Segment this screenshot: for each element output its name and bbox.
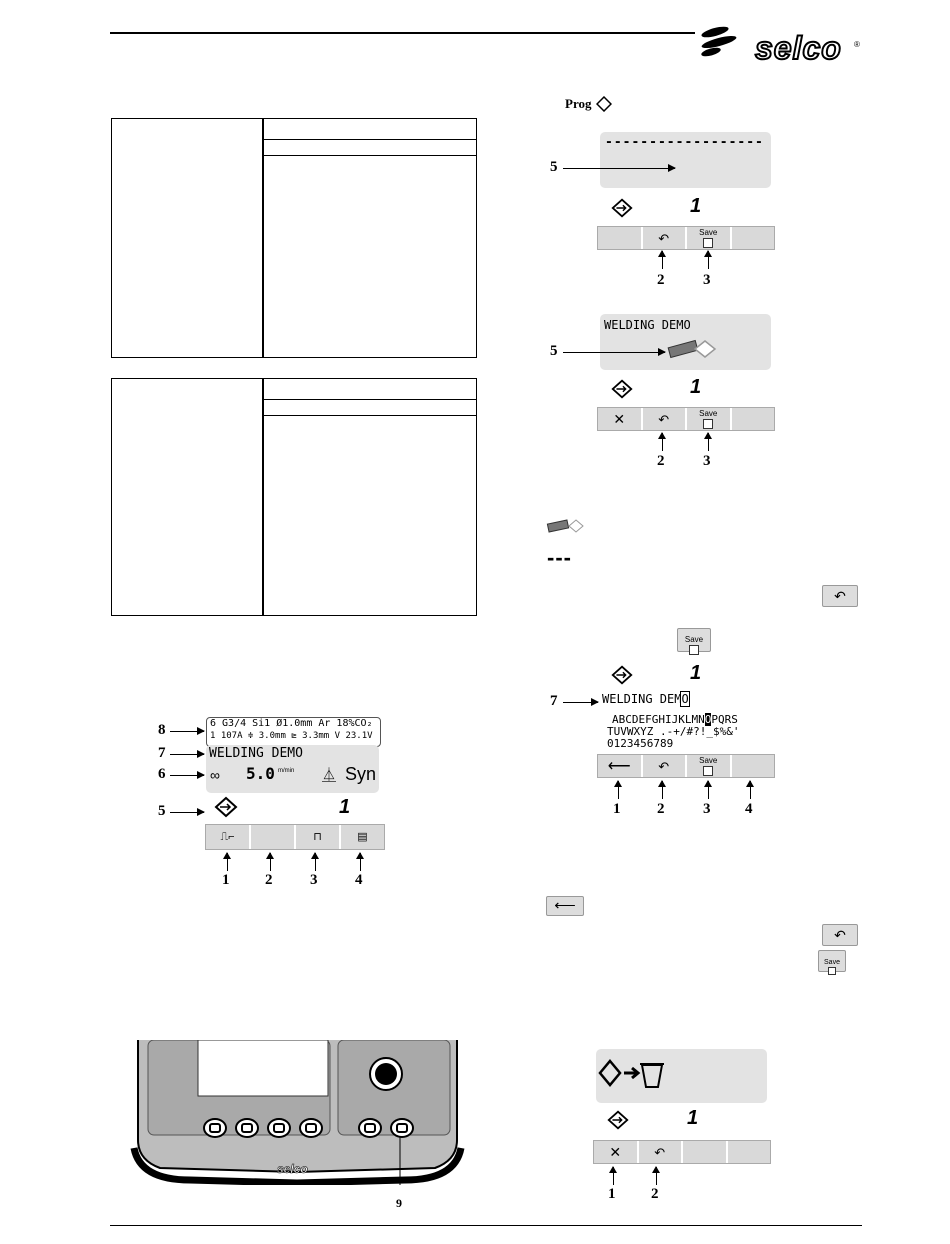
delete-button[interactable] <box>598 408 643 430</box>
callout-arrow <box>656 1167 657 1185</box>
alpha-selected-char: O <box>704 713 712 726</box>
header-rule <box>110 32 695 34</box>
brand-text: selco <box>755 30 842 66</box>
callout-6: 6 <box>158 766 166 782</box>
alpha-chars: ABCDEFGHIJKLMN <box>612 713 705 726</box>
trigger-button[interactable] <box>296 825 341 849</box>
callout-arrow <box>563 702 598 703</box>
undo-icon: ↶ <box>658 758 670 774</box>
prog-icon <box>565 95 612 113</box>
delete-x-icon: ✕ <box>609 1143 622 1160</box>
alphabet-row-1[interactable] <box>612 714 738 725</box>
empty-button[interactable] <box>728 1141 771 1163</box>
empty-name-dashes: ------------------ <box>605 135 764 150</box>
brand-logo <box>697 18 867 68</box>
floppy-icon <box>689 645 699 655</box>
program-diamond-icon <box>213 796 239 823</box>
callout-arrow <box>613 1167 614 1185</box>
backspace-button[interactable] <box>598 755 643 777</box>
callout-arrow <box>662 251 663 269</box>
dashes-symbol: --- <box>547 545 572 570</box>
callout-arrow <box>227 853 228 871</box>
floppy-icon <box>828 967 836 975</box>
callout-arrow <box>563 352 665 353</box>
delete-button[interactable] <box>594 1141 639 1163</box>
empty-button[interactable] <box>732 408 775 430</box>
callout-arrow <box>170 812 204 813</box>
callout-arrow <box>662 781 663 799</box>
memory-chip-icon <box>667 338 719 365</box>
save-icon <box>818 950 846 972</box>
program-diamond-icon <box>606 1109 630 1136</box>
floppy-icon <box>703 238 713 248</box>
program-menu-icon: ▤ <box>357 830 368 843</box>
callout-arrow <box>618 781 619 799</box>
info-line-1: 6 G3/4 Si1 Ø1.0mm Ar 18%CO₂ <box>210 718 373 729</box>
callout-5: 5 <box>550 159 558 175</box>
undo-icon: ↶ <box>658 230 670 246</box>
table-2 <box>111 378 477 616</box>
callout-2: 2 <box>657 801 665 817</box>
callout-2: 2 <box>657 272 665 288</box>
alphabet-row-2[interactable]: TUVWXYZ .-+/#?!_$%&' <box>607 725 740 738</box>
callout-arrow <box>270 853 271 871</box>
alpha-chars: PQRS <box>711 713 738 726</box>
callout-4: 4 <box>745 801 753 817</box>
callout-1: 1 <box>608 1186 616 1202</box>
callout-arrow <box>170 754 204 755</box>
save-icon <box>677 628 711 652</box>
callout-4: 4 <box>355 872 363 888</box>
floppy-icon <box>703 766 713 776</box>
program-diamond-icon <box>610 664 634 691</box>
callout-arrow <box>662 433 663 451</box>
callout-3: 3 <box>703 801 711 817</box>
button-bar <box>593 1140 771 1164</box>
name-edit-field[interactable] <box>602 692 689 706</box>
footer-rule <box>110 1225 862 1226</box>
left-arrow-icon: ⟵ <box>546 896 584 916</box>
prog-label: Prog <box>565 96 592 111</box>
save-label: Save <box>699 227 718 237</box>
program-index: 1 <box>687 1107 699 1129</box>
torch-icon: ⏅ <box>322 767 336 783</box>
callout-1: 1 <box>222 872 230 888</box>
callout-arrow <box>563 168 675 169</box>
mode-label: Syn <box>345 764 377 784</box>
callout-2: 2 <box>657 453 665 469</box>
button-bar <box>597 754 775 778</box>
callout-arrow <box>315 853 316 871</box>
callout-arrow <box>170 731 204 732</box>
callout-5: 5 <box>550 343 558 359</box>
callout-2: 2 <box>651 1186 659 1202</box>
left-arrow-icon: ⟵ <box>607 757 631 775</box>
main-button-bar <box>205 824 385 850</box>
wire-speed-value: 5.0 <box>246 764 275 783</box>
callout-arrow <box>708 433 709 451</box>
callout-7: 7 <box>550 693 558 709</box>
save-button[interactable] <box>687 755 732 777</box>
undo-icon: ↶ <box>822 585 858 607</box>
save-button[interactable] <box>687 227 732 249</box>
callout-9: 9 <box>396 1196 402 1210</box>
callout-3: 3 <box>703 453 711 469</box>
program-index: 1 <box>690 195 702 217</box>
back-button[interactable] <box>643 755 688 777</box>
save-label: Save <box>824 959 840 966</box>
name-cursor: O <box>681 692 689 706</box>
callout-3: 3 <box>310 872 318 888</box>
save-button[interactable] <box>687 408 732 430</box>
program-index: 1 <box>339 796 351 818</box>
button-bar <box>597 226 775 250</box>
memory-chip-icon <box>546 518 586 539</box>
program-index: 1 <box>690 662 702 684</box>
callout-1: 1 <box>613 801 621 817</box>
callout-arrow <box>170 775 204 776</box>
info-line-2: 1 107A ≑ 3.0mm ⊵ 3.3mm V 23.1V <box>210 731 373 741</box>
floppy-icon <box>703 419 713 429</box>
callout-7: 7 <box>158 745 166 761</box>
registered-mark: ® <box>854 40 860 49</box>
wire-speed-unit: m/min <box>278 768 295 774</box>
undo-icon: ↶ <box>654 1144 666 1160</box>
wire-spool-icon: ∞ <box>210 767 220 783</box>
delete-x-icon: ✕ <box>613 410 626 427</box>
callout-arrow <box>708 251 709 269</box>
back-button[interactable] <box>643 227 688 249</box>
program-diamond-icon <box>610 378 634 405</box>
save-label: Save <box>699 408 718 418</box>
back-button[interactable] <box>639 1141 684 1163</box>
program-name: WELDING DEMO <box>209 746 303 761</box>
button-bar <box>597 407 775 431</box>
callout-8: 8 <box>158 722 166 738</box>
table-1 <box>111 118 477 358</box>
undo-icon: ↶ <box>822 924 858 946</box>
program-menu-button[interactable] <box>341 825 384 849</box>
empty-button[interactable] <box>732 755 775 777</box>
save-label: Save <box>684 635 704 644</box>
panel-brand: selco <box>277 1162 308 1176</box>
callout-arrow <box>708 781 709 799</box>
process-button[interactable] <box>206 825 251 849</box>
back-button[interactable] <box>643 408 688 430</box>
empty-button[interactable] <box>732 227 775 249</box>
undo-icon: ↶ <box>658 411 670 427</box>
callout-arrow <box>360 853 361 871</box>
empty-button[interactable] <box>598 227 643 249</box>
callout-5: 5 <box>158 803 166 819</box>
callout-2: 2 <box>265 872 273 888</box>
name-text: WELDING DEM <box>602 692 682 706</box>
empty-button[interactable] <box>251 825 296 849</box>
callout-3: 3 <box>703 272 711 288</box>
program-index: 1 <box>690 376 702 398</box>
callout-arrow <box>750 781 751 799</box>
process-icon: ⎍⌐ <box>220 830 235 843</box>
program-diamond-icon <box>610 197 634 224</box>
program-name: WELDING DEMO <box>604 318 691 332</box>
save-label: Save <box>699 755 718 765</box>
empty-button[interactable] <box>683 1141 728 1163</box>
trigger-icon: ⊓ <box>313 830 322 843</box>
alphabet-row-3[interactable]: 0123456789 <box>607 737 674 750</box>
delete-to-trash-icon <box>598 1055 668 1100</box>
